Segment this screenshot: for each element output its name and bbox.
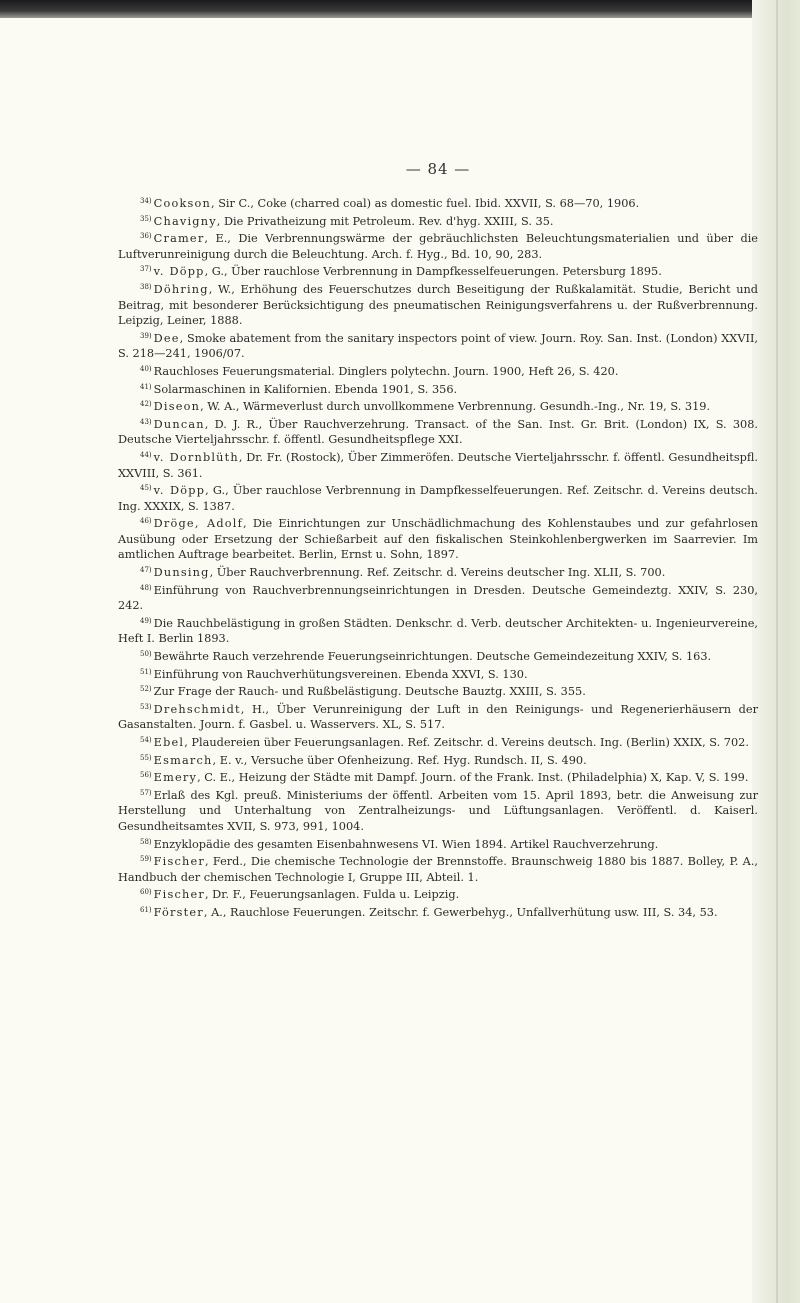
reference-number: 36): [140, 232, 152, 241]
reference-number: 42): [140, 400, 152, 409]
reference-text: Bewährte Rauch verzehrende Feuerungseinrichtungen. Deutsche Gemeindezeitung XXIV, S. 163.: [153, 650, 712, 664]
reference-entry: [118, 885, 758, 903]
reference-number: 45): [140, 484, 152, 493]
book-page: [118, 160, 758, 921]
reference-entry: [118, 194, 758, 212]
reference-number: 44): [140, 450, 152, 459]
reference-number: 52): [140, 685, 152, 694]
reference-entry: [118, 380, 758, 398]
reference-entry: [118, 786, 758, 835]
reference-author: Esmarch: [153, 753, 213, 767]
reference-entry: [118, 329, 758, 362]
reference-text: , W. A., Wärmeverlust durch unvollkommene Verbrennung. Gesundh.-Ing., Nr. 19, S. 319.: [200, 400, 711, 414]
reference-text: , G., Über rauchlose Verbrennung in Dampfkesselfeuerungen. Petersburg 1895.: [204, 265, 662, 279]
reference-text: , Dr. Fr. (Rostock), Über Zimmeröfen. Deutsche Vierteljahrsschr. f. öffentl. Gesundheitspfl. XXVIII, S. 361.: [118, 450, 758, 480]
reference-number: 48): [140, 583, 152, 592]
reference-number: 34): [140, 197, 152, 205]
reference-entry: [118, 665, 758, 683]
reference-text: , W., Erhöhung des Feuerschutzes durch Beseitigung der Rußkalamität. Studie, Bericht und Beitrag, mit besonderer Berücksichtigung des pneumatischen Reinigungsverfahrens u. der Rußverbrennung. Leipzig, Leiner, 1888.: [118, 282, 758, 328]
reference-text: Zur Frage der Rauch- und Rußbelästigung. Deutsche Bauztg. XXIII, S. 355.: [153, 685, 586, 699]
reference-number: 51): [140, 667, 152, 676]
reference-author: Dröge, Adolf: [153, 517, 244, 531]
reference-entry: [118, 733, 758, 751]
reference-author: Förster: [153, 905, 204, 919]
reference-number: 47): [140, 566, 152, 575]
reference-text: , Die Privatheizung mit Petroleum. Rev. d'hyg. XXIII, S. 35.: [216, 214, 554, 228]
reference-text: Einführung von Rauchverbrennungseinrichtungen in Dresden. Deutsche Gemeindeztg. XXIV, S. 230, 242.: [118, 583, 758, 613]
reference-number: 49): [140, 616, 152, 625]
reference-entry: [118, 481, 758, 514]
reference-entry: [118, 397, 758, 415]
reference-number: 46): [140, 517, 152, 526]
reference-entry: [118, 852, 758, 885]
reference-author: Cramer: [153, 232, 205, 246]
reference-author: Dunsing: [153, 566, 210, 580]
reference-number: 56): [140, 771, 152, 780]
reference-entry: [118, 682, 758, 700]
reference-entry: [118, 614, 758, 647]
reference-entry: [118, 229, 758, 262]
reference-text: Die Rauchbelästigung in großen Städten. Denkschr. d. Verb. deutscher Architekten- u. Ingenieurvereine, Heft I. Berlin 1893.: [118, 616, 758, 646]
reference-entry: [118, 751, 758, 769]
reference-entry: [118, 835, 758, 853]
reference-author: Duncan: [153, 417, 205, 431]
reference-text: Erlaß des Kgl. preuß. Ministeriums der öffentl. Arbeiten vom 15. April 1893, betr. die Anweisung zur Herstellung und Unterhaltung von Zentralheizungs- und Lüftungsanlagen. Veröffentl. d. Kaiserl. Gesundheitsamtes XVII, S. 973, 991, 1004.: [118, 788, 758, 833]
reference-text: , A., Rauchlose Feuerungen. Zeitschr. f. Gewerbehyg., Unfallverhütung usw. III, S. 34, 53.: [203, 905, 718, 919]
reference-entry: [118, 212, 758, 230]
reference-author: Emery: [153, 771, 198, 785]
reference-text: , Sir C., Coke (charred coal) as domestic fuel. Ibid. XXVII, S. 68—70, 1906.: [211, 197, 640, 210]
reference-number: 39): [140, 331, 152, 340]
reference-text: , E. v., Versuche über Ofenheizung. Ref. Hyg. Rundsch. II, S. 490.: [212, 753, 587, 767]
reference-text: , G., Über rauchlose Verbrennung in Dampfkesselfeuerungen. Ref. Zeitschr. d. Vereins deutsch. Ing. XXXIX, S. 1387.: [118, 484, 758, 513]
reference-number: 55): [140, 753, 152, 762]
reference-author: Döhring: [153, 282, 209, 296]
reference-author: Ebel: [153, 736, 185, 749]
reference-author: Cookson: [153, 197, 212, 210]
reference-entry: [118, 448, 758, 481]
reference-number: 61): [140, 905, 152, 914]
reference-number: 35): [140, 214, 152, 223]
reference-text: , H., Über Verunreinigung der Luft in den Reinigungs- und Regenerierhäusern der Gasanstalten. Journ. f. Gasbel. u. Wasservers. XL, S. 517.: [118, 702, 758, 732]
reference-text: Solarmaschinen in Kalifornien. Ebenda 1901, S. 356.: [153, 382, 458, 396]
page-number: — 84 —: [405, 160, 471, 178]
scan-top-edge: [0, 0, 800, 18]
reference-text: , Smoke abatement from the sanitary inspectors point of view. Journ. Roy. San. Inst. (London) XXVII, S. 218—241, 1906/07.: [118, 331, 758, 361]
reference-number: 60): [140, 888, 152, 897]
reference-text: Enzyklopädie des gesamten Eisenbahnwesens VI. Wien 1894. Artikel Rauchverzehrung.: [153, 837, 659, 851]
reference-number: 50): [140, 650, 152, 659]
reference-number: 40): [140, 364, 152, 373]
reference-author: Chavigny: [153, 214, 217, 228]
reference-author: Fischer: [153, 855, 205, 869]
reference-text: , Ferd., Die chemische Technologie der Brennstoffe. Braunschweig 1880 bis 1887. Bolley, P. A., Handbuch der chemischen Technologie I, Gruppe III, Abteil. 1.: [118, 855, 758, 884]
reference-entry: [118, 768, 758, 786]
reference-text: , Plaudereien über Feuerungsanlagen. Ref. Zeitschr. d. Vereins deutsch. Ing. (Berlin) XXIX, S. 702.: [184, 736, 749, 749]
reference-number: 43): [140, 417, 152, 426]
reference-entry: [118, 581, 758, 614]
reference-text: , Die Einrichtungen zur Unschädlichmachung des Kohlenstaubes und zur gefahrlosen Ausübung oder Ersetzung der Schießarbeit auf den fiskalischen Steinkohlenbergwerken im Saarrevier. Im amtlichen Auftrage bearbeitet. Berlin, Ernst u. Sohn, 1897.: [118, 517, 758, 562]
reference-author: v. Döpp: [153, 484, 206, 498]
reference-entry: [118, 647, 758, 665]
reference-list: [118, 194, 758, 921]
reference-entry: [118, 262, 758, 280]
reference-text: , D. J. R., Über Rauchverzehrung. Transact. of the San. Inst. Gr. Brit. (London) IX, S. 308. Deutsche Vierteljahrsschr. f. öffentl. Gesundheitspflege XXI.: [118, 417, 758, 447]
reference-number: 58): [140, 837, 152, 846]
reference-entry: [118, 903, 758, 921]
reference-text: Einführung von Rauchverhütungsvereinen. Ebenda XXVI, S. 130.: [153, 667, 528, 681]
reference-number: 57): [140, 788, 152, 797]
reference-entry: [118, 280, 758, 329]
reference-number: 37): [140, 265, 152, 274]
reference-author: Dee: [153, 331, 180, 345]
reference-entry: [118, 563, 758, 581]
reference-text: , Dr. F., Feuerungsanlagen. Fulda u. Leipzig.: [204, 888, 460, 902]
reference-author: v. Döpp: [153, 265, 205, 279]
reference-author: Diseon: [153, 400, 201, 414]
reference-text: , Über Rauchverbrennung. Ref. Zeitschr. d. Vereins deutscher Ing. XLII, S. 700.: [209, 566, 666, 580]
reference-text: Rauchloses Feuerungsmaterial. Dinglers polytechn. Journ. 1900, Heft 26, S. 420.: [153, 364, 619, 378]
reference-number: 54): [140, 736, 152, 744]
scan-binding-line: [776, 0, 778, 1303]
reference-author: v. Dornblüth: [153, 450, 239, 464]
reference-entry: [118, 362, 758, 380]
reference-entry: [118, 700, 758, 733]
reference-text: , C. E., Heizung der Städte mit Dampf. Journ. of the Frank. Inst. (Philadelphia) X, Kap. V, S. 199.: [197, 771, 749, 785]
reference-entry: [118, 415, 758, 448]
reference-text: , E., Die Verbrennungswärme der gebräuchlichsten Beleuchtungsmaterialien und über die Luftverunreinigung durch die Beleuchtung. Arch. f. Hyg., Bd. 10, 90, 283.: [118, 232, 758, 261]
reference-number: 38): [140, 282, 152, 291]
reference-number: 59): [140, 855, 152, 864]
reference-author: Drehschmidt: [153, 702, 241, 716]
reference-number: 53): [140, 702, 152, 711]
reference-number: 41): [140, 382, 152, 391]
reference-author: Fischer: [153, 888, 205, 902]
reference-entry: [118, 514, 758, 563]
